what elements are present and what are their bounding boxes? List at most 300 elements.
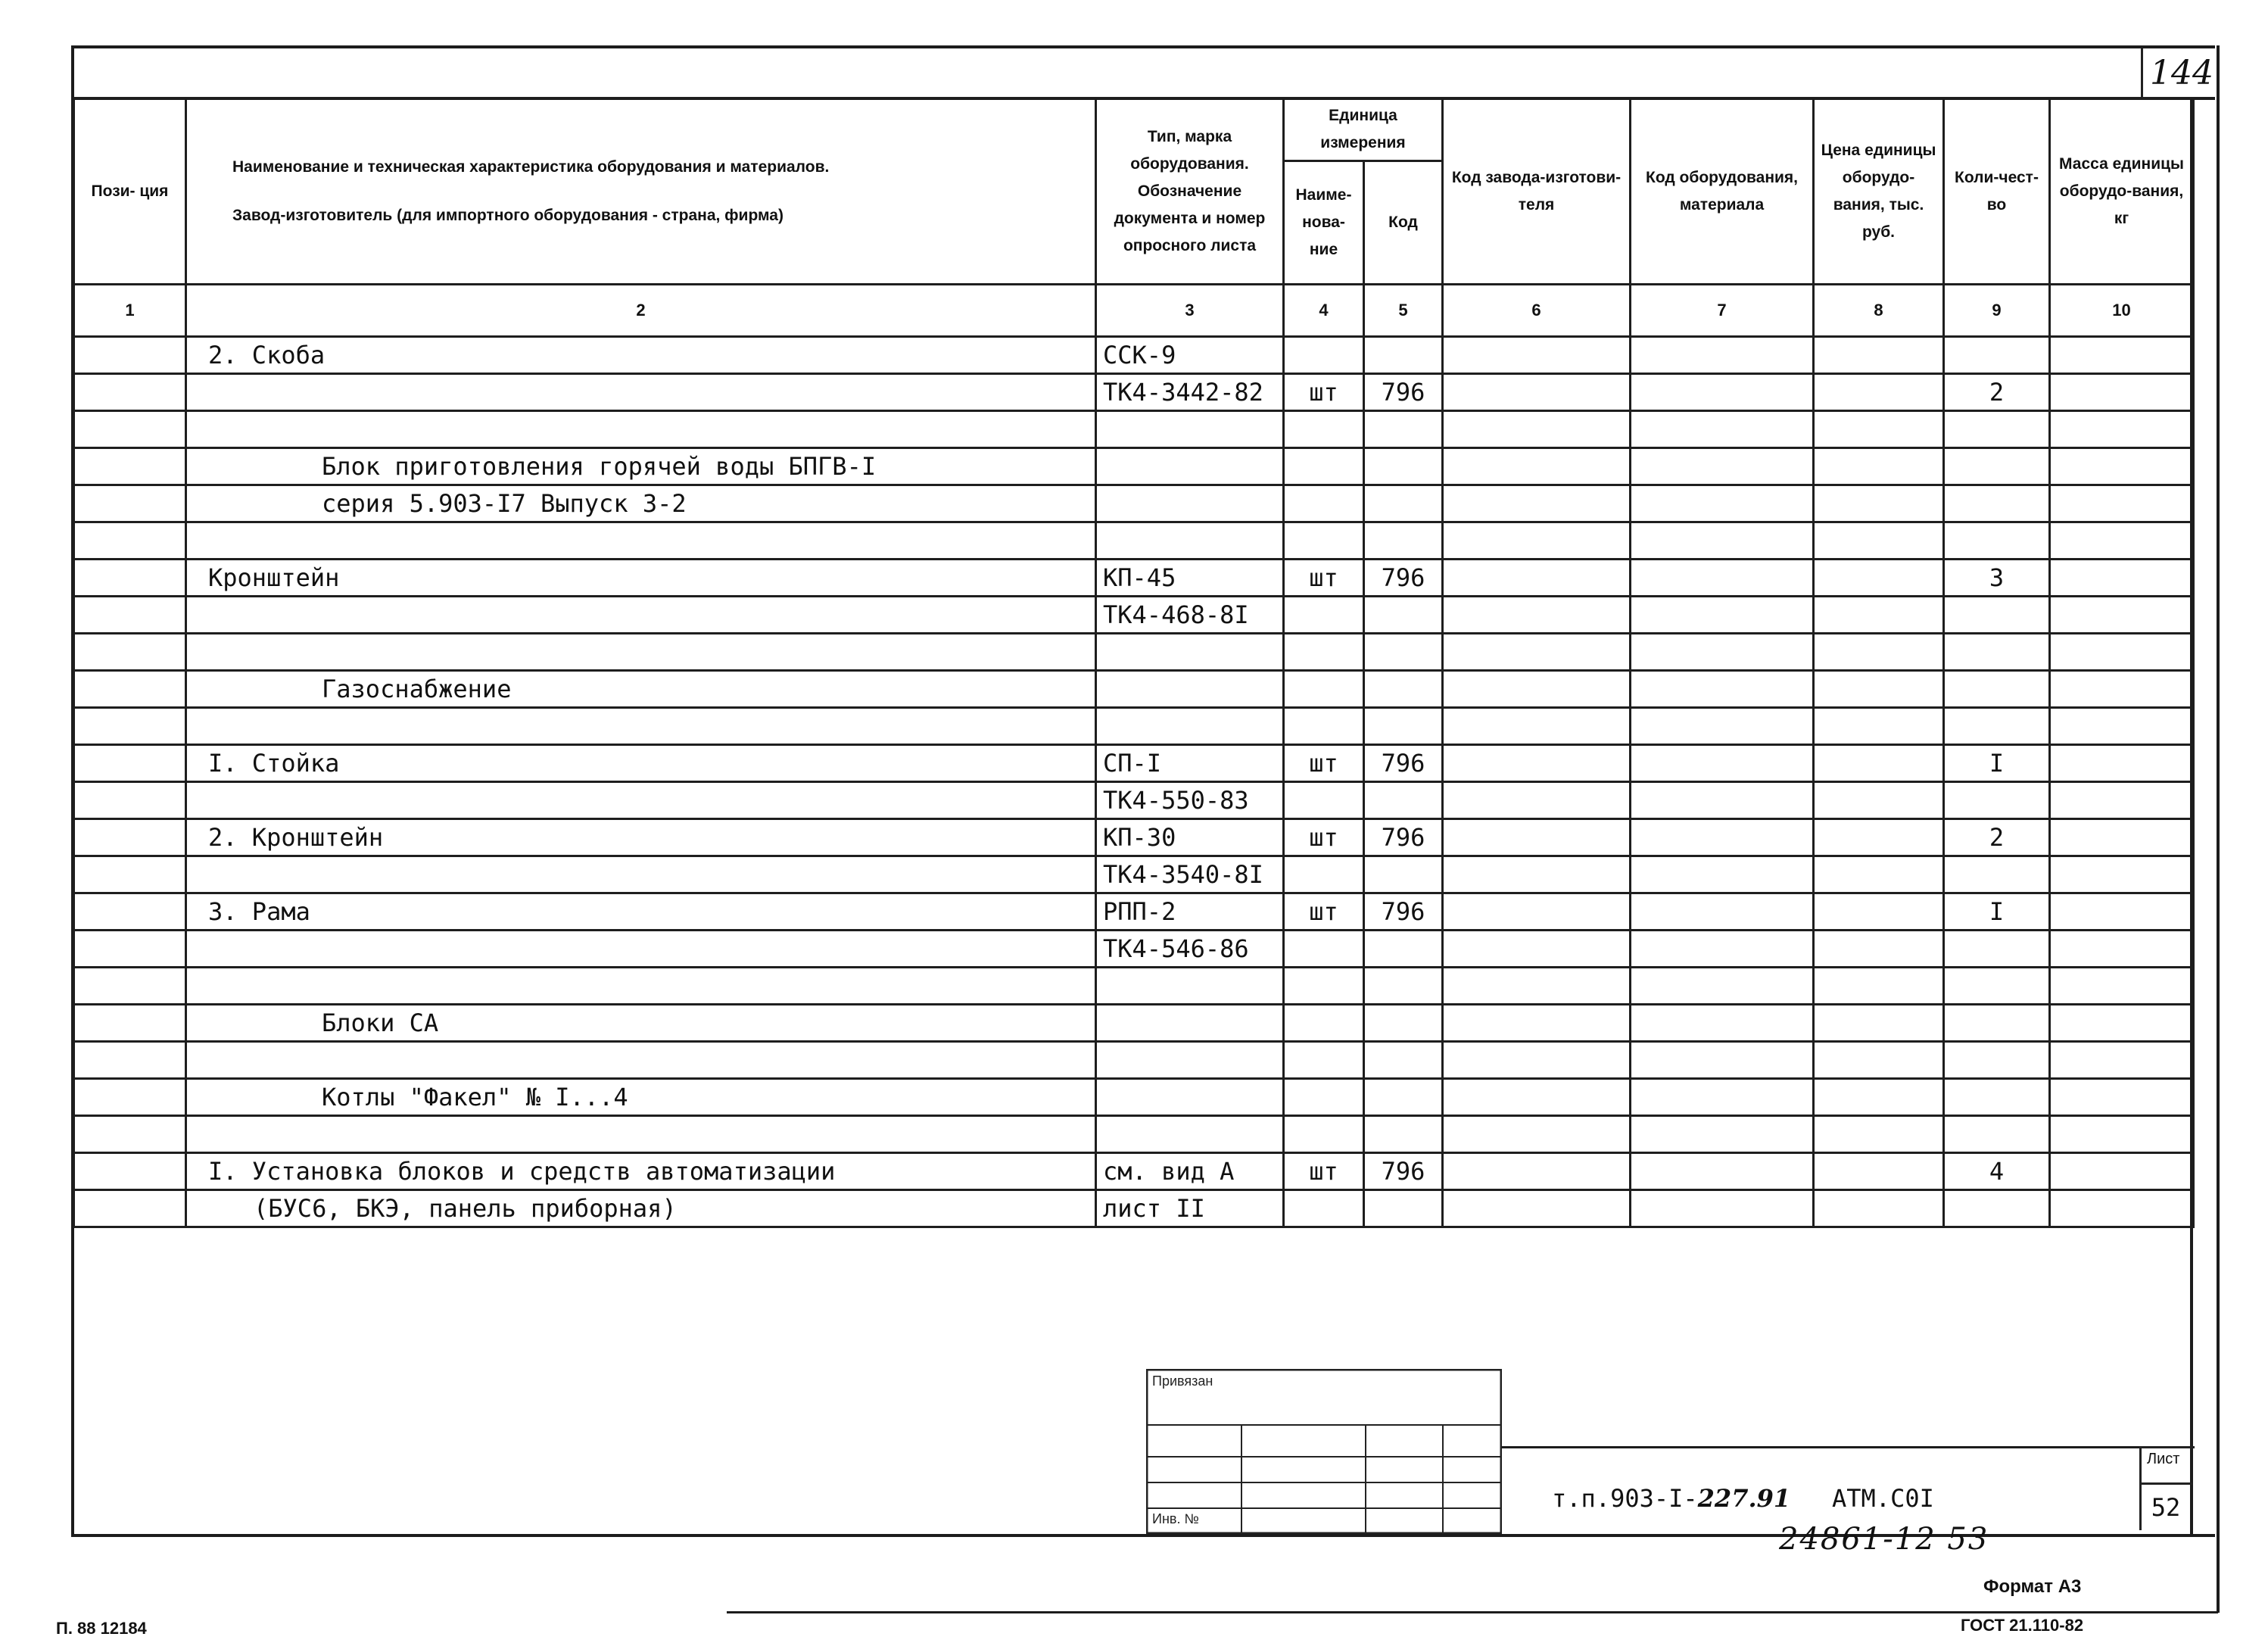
cell-quantity [1944,1005,2050,1042]
item-name: 3. Рама [208,897,310,926]
cell-type: ТК4-550-83 [1096,782,1284,819]
cell-equipment-code [1631,819,1814,856]
cell-name [186,1190,1096,1227]
cell-mass [2050,931,2194,968]
cell-unit [1284,448,1364,485]
cell-price [1814,782,1944,819]
cell-position [74,1042,186,1079]
cell-mass [2050,1005,2194,1042]
table-row [74,745,2194,782]
item-name: Кронштейн [208,563,340,592]
cell-position [74,560,186,597]
cell-type [1096,1079,1284,1116]
cell-equipment-code [1631,448,1814,485]
cell-plant-code [1443,1153,1631,1190]
cell-price [1814,1116,1944,1153]
cell-unit-code: 796 [1364,893,1443,931]
cell-mass [2050,597,2194,634]
cell-quantity [1944,708,2050,745]
cell-unit-code [1364,782,1443,819]
cell-plant-code [1443,522,1631,560]
frame-top-line [73,45,2215,48]
cell-mass [2050,782,2194,819]
cell-unit [1284,1042,1364,1079]
cell-unit: шт [1284,374,1364,411]
cell-price [1814,856,1944,893]
cell-equipment-code [1631,671,1814,708]
cell-unit: шт [1284,560,1364,597]
cell-unit [1284,485,1364,522]
cell-unit-code [1364,931,1443,968]
cell-unit-code: 796 [1364,819,1443,856]
cell-equipment-code [1631,560,1814,597]
cell-plant-code [1443,782,1631,819]
cell-price [1814,522,1944,560]
cell-name [186,1079,1096,1116]
corner-sheet-number: 144 [2141,47,2220,100]
cell-plant-code [1443,411,1631,448]
cell-type: КП-45 [1096,560,1284,597]
cell-mass [2050,745,2194,782]
column-number: 9 [1944,285,2050,337]
header-plant-code: Код завода-изготови-теля [1443,98,1631,285]
cell-unit: шт [1284,745,1364,782]
cell-price [1814,968,1944,1005]
cell-position [74,411,186,448]
column-number: 2 [186,285,1096,337]
cell-mass [2050,411,2194,448]
cell-unit-code [1364,448,1443,485]
table-row [74,708,2194,745]
cell-unit-code [1364,1190,1443,1227]
cell-unit-code [1364,1005,1443,1042]
cell-unit-code [1364,968,1443,1005]
cell-type [1096,448,1284,485]
cell-name [186,782,1096,819]
cell-quantity [1944,782,2050,819]
handwritten-number: 24861-12 53 [1779,1522,1989,1557]
stamp-grid [1146,1369,1502,1534]
table-row [74,968,2194,1005]
cell-equipment-code [1631,411,1814,448]
cell-unit [1284,968,1364,1005]
cell-plant-code [1443,968,1631,1005]
header-unit-name: Наиме-нова-ние [1284,161,1364,285]
table-row [74,893,2194,931]
cell-mass [2050,1190,2194,1227]
cell-price [1814,1190,1944,1227]
cell-unit-code [1364,1079,1443,1116]
cell-name [186,856,1096,893]
item-name: I. Стойка [208,749,340,778]
cell-name [186,1116,1096,1153]
cell-plant-code [1443,485,1631,522]
cell-name [186,374,1096,411]
cell-name [186,1153,1096,1190]
cell-unit-code: 796 [1364,560,1443,597]
cell-equipment-code [1631,634,1814,671]
cell-quantity: I [1944,893,2050,931]
document-code [1552,1484,1790,1513]
cell-mass [2050,634,2194,671]
cell-plant-code [1443,1190,1631,1227]
cell-name [186,485,1096,522]
cell-quantity [1944,1116,2050,1153]
column-number: 5 [1364,285,1443,337]
table-row [74,448,2194,485]
table-row [74,485,2194,522]
section-title: Блоки СА [322,1009,439,1037]
cell-mass [2050,708,2194,745]
cell-price [1814,634,1944,671]
cell-position [74,597,186,634]
cell-unit-code [1364,522,1443,560]
cell-position [74,1005,186,1042]
cell-unit-code: 796 [1364,1153,1443,1190]
column-number: 4 [1284,285,1364,337]
cell-position [74,374,186,411]
cell-price [1814,819,1944,856]
cell-name [186,1005,1096,1042]
table-row [74,819,2194,856]
cell-mass [2050,819,2194,856]
cell-position [74,856,186,893]
cell-position [74,448,186,485]
item-name: (БУС6, БКЭ, панель приборная) [254,1194,677,1223]
cell-quantity [1944,931,2050,968]
cell-unit-code [1364,411,1443,448]
cell-quantity: I [1944,745,2050,782]
cell-mass [2050,856,2194,893]
frame-outer-bottom-line [727,1611,2218,1613]
cell-unit [1284,597,1364,634]
cell-position [74,522,186,560]
cell-quantity [1944,968,2050,1005]
specification-table [73,97,2195,1228]
cell-quantity [1944,597,2050,634]
header-price: Цена единицы оборудо-вания, тыс. руб. [1814,98,1944,285]
table-row [74,411,2194,448]
cell-plant-code [1443,1079,1631,1116]
cell-price [1814,597,1944,634]
cell-quantity [1944,337,2050,374]
cell-quantity [1944,1190,2050,1227]
cell-price [1814,708,1944,745]
cell-mass [2050,671,2194,708]
cell-price [1814,374,1944,411]
cell-position [74,893,186,931]
cell-unit [1284,708,1364,745]
sheet-label: Лист [2147,1451,2180,1467]
cell-mass [2050,522,2194,560]
cell-quantity [1944,411,2050,448]
cell-equipment-code [1631,1042,1814,1079]
column-number: 7 [1631,285,1814,337]
cell-equipment-code [1631,1079,1814,1116]
cell-unit [1284,411,1364,448]
cell-type [1096,522,1284,560]
cell-plant-code [1443,1005,1631,1042]
cell-price [1814,337,1944,374]
table-row [74,671,2194,708]
cell-mass [2050,448,2194,485]
cell-plant-code [1443,708,1631,745]
cell-quantity [1944,448,2050,485]
cell-plant-code [1443,560,1631,597]
cell-type: ССК-9 [1096,337,1284,374]
header-name-line1: Наименование и техническая характеристика оборудования и материалов. [232,157,830,176]
cell-mass [2050,1116,2194,1153]
cell-mass [2050,1153,2194,1190]
cell-position [74,485,186,522]
cell-type [1096,671,1284,708]
cell-unit [1284,634,1364,671]
cell-plant-code [1443,745,1631,782]
cell-name [186,560,1096,597]
cell-mass [2050,337,2194,374]
header-unit-code: Код [1364,161,1443,285]
cell-equipment-code [1631,1005,1814,1042]
table-row [74,1190,2194,1227]
item-name: 2. Кронштейн [208,823,384,852]
cell-position [74,708,186,745]
cell-name [186,634,1096,671]
cell-mass [2050,485,2194,522]
header-name-line2: Завод-изготовитель (для импортного оборудования - страна, фирма) [232,206,784,224]
cell-type [1096,1005,1284,1042]
cell-mass [2050,893,2194,931]
cell-equipment-code [1631,931,1814,968]
cell-plant-code [1443,597,1631,634]
cell-mass [2050,1042,2194,1079]
cell-unit-code [1364,1042,1443,1079]
cell-position [74,782,186,819]
cell-position [74,1116,186,1153]
column-number: 10 [2050,285,2194,337]
cell-unit-code [1364,856,1443,893]
column-number: 6 [1443,285,1631,337]
cell-name [186,448,1096,485]
table-row [74,374,2194,411]
cell-quantity [1944,856,2050,893]
cell-position [74,1079,186,1116]
cell-quantity: 2 [1944,819,2050,856]
cell-unit: шт [1284,819,1364,856]
cell-plant-code [1443,893,1631,931]
cell-unit [1284,1005,1364,1042]
cell-quantity: 4 [1944,1153,2050,1190]
cell-quantity: 3 [1944,560,2050,597]
cell-mass [2050,1079,2194,1116]
frame-right-outer-line [2217,45,2220,1613]
cell-plant-code [1443,1116,1631,1153]
cell-name [186,893,1096,931]
cell-unit-code [1364,634,1443,671]
gost-label: ГОСТ 21.110-82 [1961,1616,2084,1635]
cell-plant-code [1443,634,1631,671]
table-row [74,1079,2194,1116]
cell-position [74,968,186,1005]
cell-unit [1284,1116,1364,1153]
cell-equipment-code [1631,893,1814,931]
cell-type: лист II [1096,1190,1284,1227]
cell-unit [1284,337,1364,374]
cell-type: ТК4-468-8I [1096,597,1284,634]
header-equipment-code: Код оборудования, материала [1631,98,1814,285]
cell-price [1814,448,1944,485]
column-number: 3 [1096,285,1284,337]
cell-mass [2050,374,2194,411]
header-mass: Масса единицы оборудо-вания, кг [2050,98,2194,285]
cell-unit [1284,522,1364,560]
table-row [74,337,2194,374]
table-header-row [74,98,2194,161]
table-row [74,782,2194,819]
cell-type: см. вид А [1096,1153,1284,1190]
cell-unit-code: 796 [1364,745,1443,782]
cell-price [1814,893,1944,931]
cell-name [186,708,1096,745]
cell-unit [1284,671,1364,708]
column-number: 8 [1814,285,1944,337]
cell-name [186,337,1096,374]
cell-plant-code [1443,374,1631,411]
cell-unit-code [1364,337,1443,374]
cell-equipment-code [1631,485,1814,522]
table-row [74,1042,2194,1079]
sheet-number: 52 [2139,1482,2192,1530]
inventory-number-label: Инв. № [1152,1511,1199,1526]
cell-name [186,931,1096,968]
item-name: I. Установка блоков и средств автоматизации [208,1157,836,1186]
cell-price [1814,931,1944,968]
cell-position [74,1190,186,1227]
cell-name [186,671,1096,708]
cell-price [1814,671,1944,708]
cell-name [186,411,1096,448]
cell-equipment-code [1631,745,1814,782]
format-label: Формат А3 [1983,1576,2082,1597]
header-unit: Единица измерения [1284,98,1443,161]
document-suffix: АТМ.С0I [1832,1484,1934,1513]
cell-equipment-code [1631,1116,1814,1153]
cell-plant-code [1443,448,1631,485]
cell-type [1096,968,1284,1005]
cell-unit: шт [1284,1153,1364,1190]
cell-type [1096,485,1284,522]
cell-type: ТК4-3442-82 [1096,374,1284,411]
cell-type: ТК4-3540-8I [1096,856,1284,893]
cell-equipment-code [1631,1190,1814,1227]
section-title: Газоснабжение [322,675,512,703]
item-name: 2. Скоба [208,341,326,369]
section-title: Блок приготовления горячей воды БПГВ-I [322,452,877,481]
cell-type: ТК4-546-86 [1096,931,1284,968]
cell-plant-code [1443,337,1631,374]
header-type: Тип, марка оборудования. Обозначение документа и номер опросного листа [1096,98,1284,285]
cell-position [74,931,186,968]
cell-quantity [1944,634,2050,671]
cell-position [74,634,186,671]
cell-equipment-code [1631,782,1814,819]
cell-unit-code [1364,671,1443,708]
cell-type: РПП-2 [1096,893,1284,931]
cell-type [1096,634,1284,671]
cell-unit-code [1364,708,1443,745]
table-row [74,931,2194,968]
cell-position [74,819,186,856]
cell-price [1814,745,1944,782]
cell-plant-code [1443,1042,1631,1079]
cell-mass [2050,968,2194,1005]
cell-equipment-code [1631,337,1814,374]
cell-equipment-code [1631,597,1814,634]
section-title: Котлы "Факел" № I...4 [322,1083,628,1111]
header-position: Пози- ция [74,98,186,285]
cell-name [186,819,1096,856]
column-number: 1 [74,285,186,337]
cell-quantity [1944,522,2050,560]
cell-price [1814,1042,1944,1079]
cell-unit-code [1364,597,1443,634]
cell-unit-code [1364,485,1443,522]
table-row [74,856,2194,893]
table-row [74,560,2194,597]
table-row [74,634,2194,671]
cell-position [74,671,186,708]
cell-unit [1284,782,1364,819]
cell-equipment-code [1631,374,1814,411]
cell-type [1096,708,1284,745]
cell-type [1096,1042,1284,1079]
cell-equipment-code [1631,968,1814,1005]
cell-plant-code [1443,819,1631,856]
cell-mass [2050,560,2194,597]
cell-equipment-code [1631,1153,1814,1190]
cell-unit: шт [1284,893,1364,931]
cell-quantity [1944,485,2050,522]
column-number-row [74,285,2194,337]
cell-plant-code [1443,856,1631,893]
cell-quantity: 2 [1944,374,2050,411]
table-row [74,597,2194,634]
left-corner-code: П. 88 12184 [56,1619,147,1638]
cell-unit-code [1364,1116,1443,1153]
cell-price [1814,485,1944,522]
cell-name [186,745,1096,782]
table-row [74,1116,2194,1153]
cell-equipment-code [1631,522,1814,560]
cell-unit [1284,1190,1364,1227]
cell-type: КП-30 [1096,819,1284,856]
cell-plant-code [1443,931,1631,968]
cell-quantity [1944,1042,2050,1079]
cell-price [1814,411,1944,448]
cell-unit [1284,931,1364,968]
cell-unit [1284,856,1364,893]
table-row [74,1005,2194,1042]
header-name [186,98,1096,285]
cell-type [1096,411,1284,448]
cell-price [1814,1079,1944,1116]
cell-position [74,1153,186,1190]
cell-plant-code [1443,671,1631,708]
cell-position [74,745,186,782]
cell-unit-code: 796 [1364,374,1443,411]
table-row [74,522,2194,560]
title-block-line [1502,1446,2139,1448]
cell-price [1814,1005,1944,1042]
